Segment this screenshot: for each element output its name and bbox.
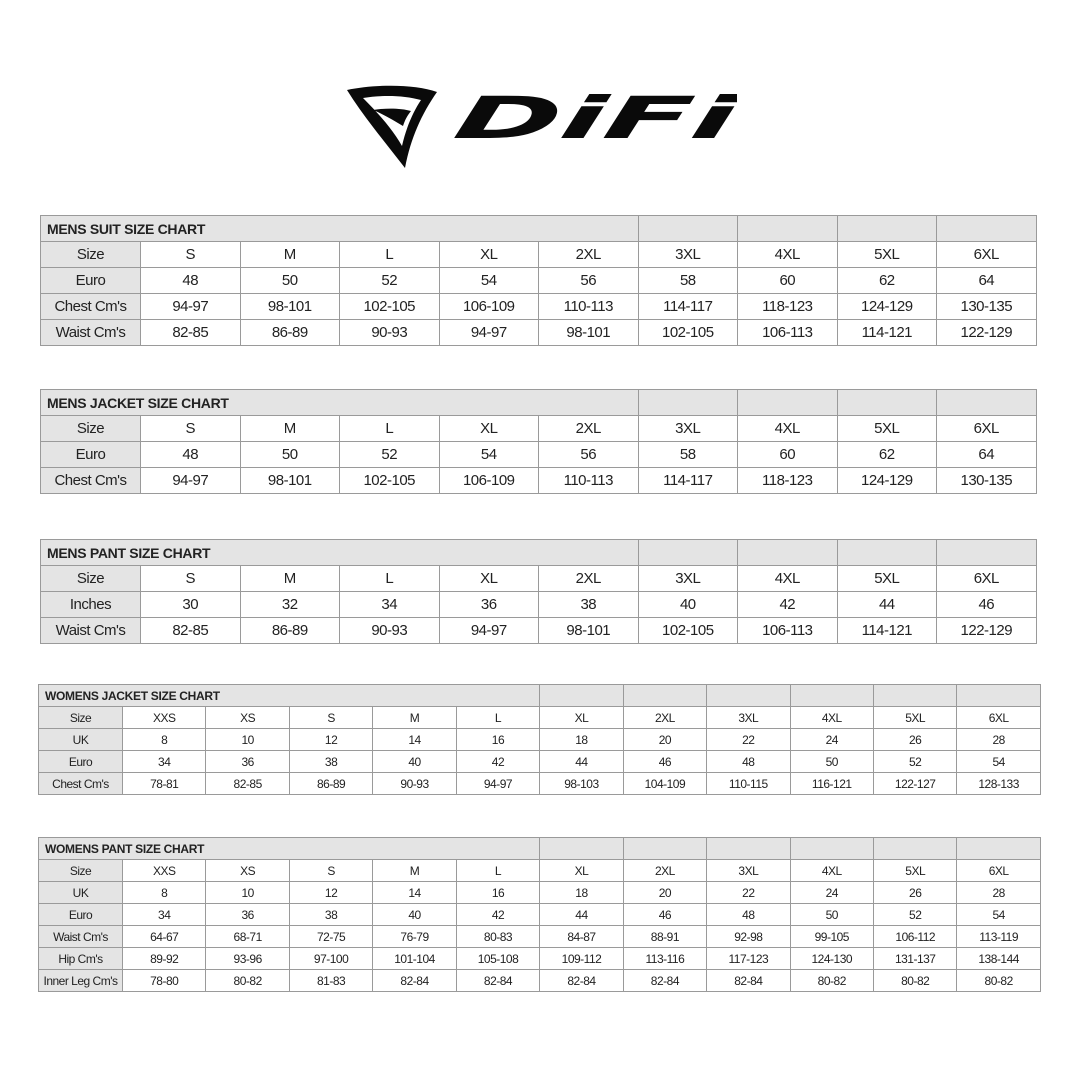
row-label: Inches [41,592,141,618]
table-title-row [41,390,1037,416]
difi-logo-graphic [345,84,737,174]
chart-title: MENS PANT SIZE CHART [41,540,639,566]
row-label: Waist Cm's [41,320,141,346]
table-row: Size S M L XL 2XL 3XL 4XL 5XL 6XL [41,242,1037,268]
table-title-row [39,838,1041,860]
mens-jacket-size-chart [40,389,1037,494]
womens-jacket-size-chart [38,684,1041,795]
chart-title: WOMENS JACKET SIZE CHART [39,685,540,707]
chart-title: MENS SUIT SIZE CHART [41,216,639,242]
row-label: Euro [41,268,141,294]
row-label: Waist Cm's [39,926,123,948]
shield-emblem-icon [347,86,437,168]
row-label: Size [41,566,141,592]
chart-title: MENS JACKET SIZE CHART [41,390,639,416]
brand-wordmark: DiFi [448,84,591,152]
table-row: Inches 30 32 34 36 38 40 42 44 46 [41,592,1037,618]
table-row: Waist Cm's 82-85 86-89 90-93 94-97 98-101 102-105 106-113 114-121 122-129 [41,618,1037,644]
row-label: Hip Cm's [39,948,123,970]
table-title-row [41,216,1037,242]
row-label: Chest Cm's [39,773,123,795]
table-row: Inner Leg Cm's 78-80 80-82 81-83 82-84 82-84 82-84 82-84 82-84 80-82 80-82 80-82 [39,970,1041,992]
row-label: Size [39,860,123,882]
table-title-row [39,685,1041,707]
table-row: Chest Cm's 94-97 98-101 102-105 106-109 110-113 114-117 118-123 124-129 130-135 [41,294,1037,320]
row-label: Waist Cm's [41,618,141,644]
table-row: Size S M L XL 2XL 3XL 4XL 5XL 6XL [41,416,1037,442]
womens-pant-size-chart [38,837,1041,992]
table-row: UK 8 10 12 14 16 18 20 22 24 26 28 [39,882,1041,904]
table-row: Hip Cm's 89-92 93-96 97-100 101-104 105-108 109-112 113-116 117-123 124-130 131-137 138-144 [39,948,1041,970]
table-row: Chest Cm's 78-81 82-85 86-89 90-93 94-97 98-103 104-109 110-115 116-121 122-127 128-133 [39,773,1041,795]
chart-title: WOMENS PANT SIZE CHART [39,838,540,860]
row-label: Chest Cm's [41,468,141,494]
table-row: Waist Cm's 82-85 86-89 90-93 94-97 98-101 102-105 106-113 114-121 122-129 [41,320,1037,346]
row-label: Size [41,416,141,442]
row-label: Euro [41,442,141,468]
table-row: Size XXS XS S M L XL 2XL 3XL 4XL 5XL 6XL [39,707,1041,729]
table-row: UK 8 10 12 14 16 18 20 22 24 26 28 [39,729,1041,751]
table-row: Euro 34 36 38 40 42 44 46 48 50 52 54 [39,904,1041,926]
row-label: UK [39,729,123,751]
table-row: Size XXS XS S M L XL 2XL 3XL 4XL 5XL 6XL [39,860,1041,882]
row-label: Size [41,242,141,268]
row-label: Euro [39,904,123,926]
table-row: Euro 48 50 52 54 56 58 60 62 64 [41,268,1037,294]
table-row: Chest Cm's 94-97 98-101 102-105 106-109 110-113 114-117 118-123 124-129 130-135 [41,468,1037,494]
table-title-row [41,540,1037,566]
table-row: Size S M L XL 2XL 3XL 4XL 5XL 6XL [41,566,1037,592]
table-row: Waist Cm's 64-67 68-71 72-75 76-79 80-83 84-87 88-91 92-98 99-105 106-112 113-119 [39,926,1041,948]
mens-suit-size-chart [40,215,1037,346]
mens-pant-size-chart [40,539,1037,644]
row-label: Euro [39,751,123,773]
row-label: UK [39,882,123,904]
difi-logo [345,84,737,174]
row-label: Size [39,707,123,729]
table-row: Euro 48 50 52 54 56 58 60 62 64 [41,442,1037,468]
row-label: Chest Cm's [41,294,141,320]
row-label: Inner Leg Cm's [39,970,123,992]
table-row: Euro 34 36 38 40 42 44 46 48 50 52 54 [39,751,1041,773]
